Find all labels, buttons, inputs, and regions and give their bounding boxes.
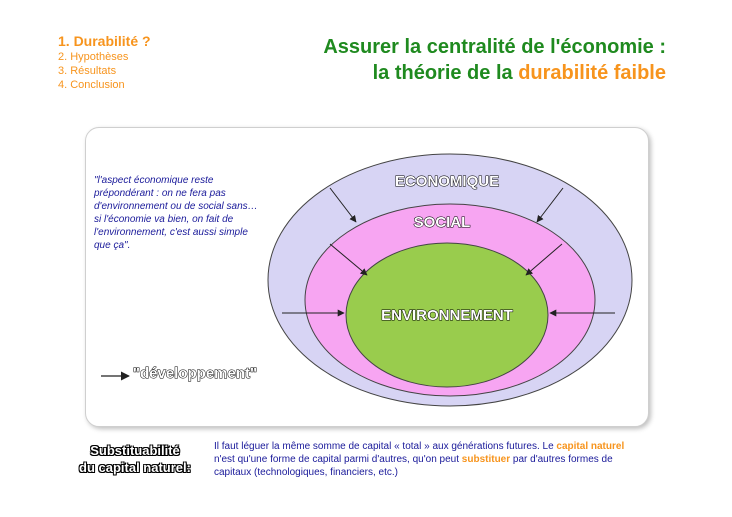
substituabilite-label-line-1: Substituabilité [90, 443, 180, 458]
quote-text: "l'aspect économique reste prépondérant : on ne fera pas d'environnement ou de social sans… si l'économie va bien, on fait de l'environnement, c'est aussi simple que ça". [94, 175, 258, 251]
substituabilite-label-line-2: du capital naturel: [79, 460, 191, 475]
title-line-2-prefix: la théorie de la [372, 62, 519, 84]
label-developpement: "développement" [132, 365, 258, 382]
outline-item-durabilite[interactable]: 1. Durabilité ? [58, 33, 151, 49]
bottom-highlight-substituer: substituer [461, 454, 511, 465]
bottom-explanation [214, 440, 644, 479]
label-social: SOCIAL [413, 214, 471, 231]
bottom-text-1: Il faut léguer la même somme de capital « total » aux générations futures. Le [214, 441, 557, 452]
outline-item-resultats[interactable]: 3. Résultats [58, 65, 117, 77]
bottom-highlight-capital-naturel: capital naturel [556, 441, 625, 452]
title-highlight: durabilité faible [518, 62, 666, 84]
label-environnement: ENVIRONNEMENT [381, 307, 513, 324]
outline-item-hypotheses[interactable]: 2. Hypothèses [58, 51, 129, 63]
substituabilite-label [65, 442, 205, 476]
title-line-1: Assurer la centralité de l'économie : [323, 36, 666, 58]
label-economique: ECONOMIQUE [394, 173, 500, 190]
outline-item-conclusion[interactable]: 4. Conclusion [58, 79, 125, 91]
bottom-text-2: n'est qu'une forme de capital parmi d'autres, qu'on peut [214, 454, 462, 465]
bottom-text-3: par d'autres formes de capitaux (technologiques, financiers, etc.) [214, 454, 613, 478]
